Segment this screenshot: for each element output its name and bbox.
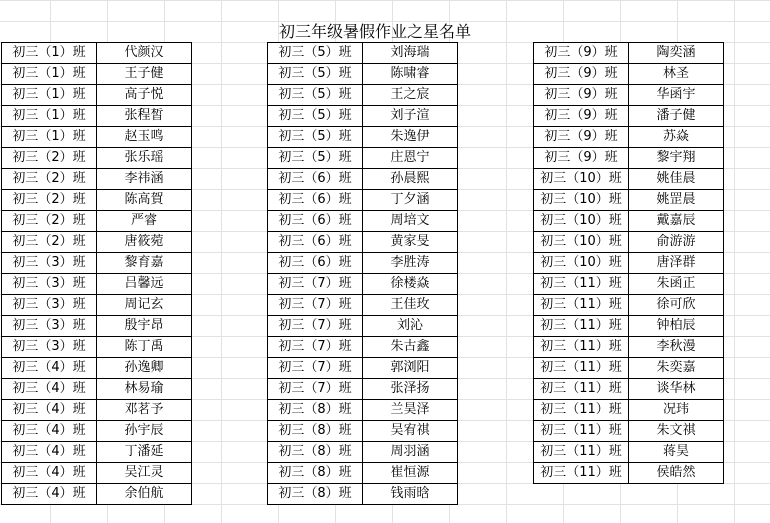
table-row — [2, 337, 192, 358]
student-name-cell[interactable]: 华函宇 — [629, 85, 724, 106]
student-name-cell[interactable]: 况玮 — [629, 400, 724, 421]
student-name-cell[interactable]: 高子悦 — [97, 85, 192, 106]
table-row — [2, 400, 192, 421]
class-cell[interactable]: 初三（8）班 — [268, 442, 363, 463]
student-name-cell[interactable]: 孙逸卿 — [97, 358, 192, 379]
table-row — [2, 253, 192, 274]
student-name-cell[interactable]: 陶奕涵 — [629, 43, 724, 64]
class-cell[interactable]: 初三（4）班 — [2, 484, 97, 505]
class-cell[interactable]: 初三（5）班 — [268, 64, 363, 85]
table-row — [268, 127, 458, 148]
class-cell[interactable]: 初三（7）班 — [268, 274, 363, 295]
table-row — [534, 295, 724, 316]
table-row — [534, 442, 724, 463]
student-table-2 — [267, 42, 458, 505]
table-row — [268, 190, 458, 211]
table-row — [534, 358, 724, 379]
class-cell[interactable]: 初三（8）班 — [268, 421, 363, 442]
table-row — [2, 211, 192, 232]
student-name-cell[interactable]: 朱古鑫 — [363, 337, 458, 358]
class-cell[interactable]: 初三（4）班 — [2, 421, 97, 442]
student-name-cell[interactable]: 朱文祺 — [629, 421, 724, 442]
class-cell[interactable]: 初三（2）班 — [2, 169, 97, 190]
table-row — [534, 64, 724, 85]
student-name-cell[interactable]: 徐楼焱 — [363, 274, 458, 295]
class-cell[interactable]: 初三（9）班 — [534, 148, 629, 169]
class-cell[interactable]: 初三（9）班 — [534, 127, 629, 148]
table-row — [534, 169, 724, 190]
table-row — [534, 106, 724, 127]
table-row — [534, 148, 724, 169]
student-name-cell[interactable]: 代颜汉 — [97, 43, 192, 64]
student-name-cell[interactable]: 戴嘉辰 — [629, 211, 724, 232]
class-cell[interactable]: 初三（7）班 — [268, 316, 363, 337]
student-name-cell[interactable]: 苏焱 — [629, 127, 724, 148]
class-cell[interactable]: 初三（7）班 — [268, 295, 363, 316]
table-row — [268, 169, 458, 190]
class-cell[interactable]: 初三（3）班 — [2, 253, 97, 274]
student-name-cell[interactable]: 唐筱菀 — [97, 232, 192, 253]
table-row — [268, 106, 458, 127]
table-row — [2, 274, 192, 295]
student-name-cell[interactable]: 朱函正 — [629, 274, 724, 295]
sheet-title[interactable]: 初三年级暑假作业之星名单 — [278, 22, 471, 41]
table-row — [2, 43, 192, 64]
table-row — [2, 127, 192, 148]
student-name-cell[interactable]: 王之宸 — [363, 85, 458, 106]
table-row — [534, 337, 724, 358]
class-cell[interactable]: 初三（2）班 — [2, 211, 97, 232]
class-cell[interactable]: 初三（4）班 — [2, 463, 97, 484]
table-row — [2, 295, 192, 316]
student-name-cell[interactable]: 郭浏阳 — [363, 358, 458, 379]
class-cell[interactable]: 初三（10）班 — [534, 190, 629, 211]
table-row — [2, 379, 192, 400]
table-row — [268, 316, 458, 337]
student-name-cell[interactable]: 刘子渲 — [363, 106, 458, 127]
student-name-cell[interactable]: 刘海瑞 — [363, 43, 458, 64]
table-row — [534, 400, 724, 421]
class-cell[interactable]: 初三（7）班 — [268, 337, 363, 358]
table-row — [2, 148, 192, 169]
class-cell[interactable]: 初三（4）班 — [2, 442, 97, 463]
student-name-cell[interactable]: 兰昊泽 — [363, 400, 458, 421]
table-row — [268, 358, 458, 379]
table-row — [534, 211, 724, 232]
student-name-cell[interactable]: 张乐瑶 — [97, 148, 192, 169]
class-cell[interactable]: 初三（7）班 — [268, 379, 363, 400]
student-name-cell[interactable]: 周培文 — [363, 211, 458, 232]
class-cell[interactable]: 初三（3）班 — [2, 274, 97, 295]
student-name-cell[interactable]: 吴宥祺 — [363, 421, 458, 442]
table-row — [2, 421, 192, 442]
class-cell[interactable]: 初三（3）班 — [2, 337, 97, 358]
student-name-cell[interactable]: 谈华林 — [629, 379, 724, 400]
student-name-cell[interactable]: 姚佳晨 — [629, 169, 724, 190]
class-cell[interactable]: 初三（11）班 — [534, 316, 629, 337]
table-row — [534, 43, 724, 64]
student-name-cell[interactable]: 陈高賀 — [97, 190, 192, 211]
student-name-cell[interactable]: 殷宇昂 — [97, 316, 192, 337]
student-name-cell[interactable]: 余伯航 — [97, 484, 192, 505]
table-row — [2, 358, 192, 379]
student-name-cell[interactable]: 李秋漫 — [629, 337, 724, 358]
table-row — [534, 463, 724, 484]
student-name-cell[interactable]: 钟柏辰 — [629, 316, 724, 337]
table-row — [2, 85, 192, 106]
class-cell[interactable]: 初三（5）班 — [268, 148, 363, 169]
table-row — [534, 232, 724, 253]
class-cell[interactable]: 初三（10）班 — [534, 253, 629, 274]
class-cell[interactable]: 初三（4）班 — [2, 379, 97, 400]
table-row — [2, 442, 192, 463]
class-cell[interactable]: 初三（9）班 — [534, 64, 629, 85]
table-row — [268, 442, 458, 463]
student-name-cell[interactable]: 唐泽群 — [629, 253, 724, 274]
student-name-cell[interactable]: 黄家旻 — [363, 232, 458, 253]
class-cell[interactable]: 初三（10）班 — [534, 169, 629, 190]
table-row — [2, 316, 192, 337]
student-name-cell[interactable]: 姚罡晨 — [629, 190, 724, 211]
table-row — [268, 421, 458, 442]
class-cell[interactable]: 初三（1）班 — [2, 85, 97, 106]
table-row — [268, 64, 458, 85]
class-cell[interactable]: 初三（3）班 — [2, 316, 97, 337]
student-name-cell[interactable]: 王子健 — [97, 64, 192, 85]
class-cell[interactable]: 初三（6）班 — [268, 253, 363, 274]
student-name-cell[interactable]: 朱逸伊 — [363, 127, 458, 148]
table-row — [2, 463, 192, 484]
student-name-cell[interactable]: 吴江灵 — [97, 463, 192, 484]
student-name-cell[interactable]: 吕馨远 — [97, 274, 192, 295]
student-name-cell[interactable]: 严睿 — [97, 211, 192, 232]
class-cell[interactable]: 初三（6）班 — [268, 232, 363, 253]
student-name-cell[interactable]: 孙宇辰 — [97, 421, 192, 442]
table-row — [2, 64, 192, 85]
student-table-3 — [533, 42, 724, 484]
table-row — [2, 169, 192, 190]
student-name-cell[interactable]: 张泽扬 — [363, 379, 458, 400]
class-cell[interactable]: 初三（6）班 — [268, 190, 363, 211]
table-row — [268, 295, 458, 316]
student-name-cell[interactable]: 周羽涵 — [363, 442, 458, 463]
class-cell[interactable]: 初三（3）班 — [2, 295, 97, 316]
table-row — [268, 253, 458, 274]
class-cell[interactable]: 初三（11）班 — [534, 337, 629, 358]
student-name-cell[interactable]: 林易瑜 — [97, 379, 192, 400]
student-name-cell[interactable]: 林圣 — [629, 64, 724, 85]
student-name-cell[interactable]: 丁夕涵 — [363, 190, 458, 211]
table-row — [534, 190, 724, 211]
student-name-cell[interactable]: 李胜涛 — [363, 253, 458, 274]
class-cell[interactable]: 初三（1）班 — [2, 43, 97, 64]
table-row — [268, 484, 458, 505]
student-name-cell[interactable]: 孙晨熙 — [363, 169, 458, 190]
table-row — [268, 85, 458, 106]
student-name-cell[interactable]: 黎育嘉 — [97, 253, 192, 274]
table-row — [268, 274, 458, 295]
class-cell[interactable]: 初三（11）班 — [534, 358, 629, 379]
student-name-cell[interactable]: 刘沁 — [363, 316, 458, 337]
table-row — [268, 43, 458, 64]
class-cell[interactable]: 初三（1）班 — [2, 127, 97, 148]
class-cell[interactable]: 初三（10）班 — [534, 232, 629, 253]
table-row — [268, 379, 458, 400]
student-name-cell[interactable]: 侯皓然 — [629, 463, 724, 484]
class-cell[interactable]: 初三（6）班 — [268, 211, 363, 232]
student-name-cell[interactable]: 邓茗予 — [97, 400, 192, 421]
student-name-cell[interactable]: 潘子健 — [629, 106, 724, 127]
class-cell[interactable]: 初三（6）班 — [268, 169, 363, 190]
table-row — [268, 337, 458, 358]
student-name-cell[interactable]: 俞游游 — [629, 232, 724, 253]
class-cell[interactable]: 初三（5）班 — [268, 85, 363, 106]
class-cell[interactable]: 初三（11）班 — [534, 379, 629, 400]
table-row — [268, 463, 458, 484]
table-row — [534, 316, 724, 337]
class-cell[interactable]: 初三（11）班 — [534, 463, 629, 484]
student-name-cell[interactable]: 崔恒源 — [363, 463, 458, 484]
class-cell[interactable]: 初三（11）班 — [534, 274, 629, 295]
class-cell[interactable]: 初三（4）班 — [2, 358, 97, 379]
student-name-cell[interactable]: 徐可欣 — [629, 295, 724, 316]
table-row — [268, 232, 458, 253]
class-cell[interactable]: 初三（11）班 — [534, 442, 629, 463]
table-row — [534, 421, 724, 442]
table-row — [268, 148, 458, 169]
student-table-1 — [1, 42, 192, 505]
class-cell[interactable]: 初三（8）班 — [268, 463, 363, 484]
student-name-cell[interactable]: 李祎涵 — [97, 169, 192, 190]
table-row — [268, 211, 458, 232]
table-row — [534, 379, 724, 400]
student-name-cell[interactable]: 庄恩宁 — [363, 148, 458, 169]
table-row — [2, 484, 192, 505]
class-cell[interactable]: 初三（2）班 — [2, 148, 97, 169]
class-cell[interactable]: 初三（5）班 — [268, 127, 363, 148]
class-cell[interactable]: 初三（8）班 — [268, 400, 363, 421]
class-cell[interactable]: 初三（5）班 — [268, 106, 363, 127]
class-cell[interactable]: 初三（11）班 — [534, 400, 629, 421]
table-row — [268, 400, 458, 421]
class-cell[interactable]: 初三（9）班 — [534, 106, 629, 127]
class-cell[interactable]: 初三（11）班 — [534, 421, 629, 442]
table-row — [2, 232, 192, 253]
student-name-cell[interactable]: 蒋昊 — [629, 442, 724, 463]
class-cell[interactable]: 初三（2）班 — [2, 232, 97, 253]
table-row — [534, 253, 724, 274]
student-name-cell[interactable]: 陈啸睿 — [363, 64, 458, 85]
table-row — [534, 85, 724, 106]
class-cell[interactable]: 初三（1）班 — [2, 106, 97, 127]
student-name-cell[interactable]: 黎宇翔 — [629, 148, 724, 169]
class-cell[interactable]: 初三（9）班 — [534, 43, 629, 64]
student-name-cell[interactable]: 张程皙 — [97, 106, 192, 127]
student-name-cell[interactable]: 丁潘延 — [97, 442, 192, 463]
table-row — [2, 190, 192, 211]
class-cell[interactable]: 初三（10）班 — [534, 211, 629, 232]
class-cell[interactable]: 初三（9）班 — [534, 85, 629, 106]
class-cell[interactable]: 初三（8）班 — [268, 484, 363, 505]
class-cell[interactable]: 初三（11）班 — [534, 295, 629, 316]
class-cell[interactable]: 初三（5）班 — [268, 43, 363, 64]
class-cell[interactable]: 初三（1）班 — [2, 64, 97, 85]
class-cell[interactable]: 初三（7）班 — [268, 358, 363, 379]
student-name-cell[interactable]: 钱雨晗 — [363, 484, 458, 505]
table-row — [2, 106, 192, 127]
student-name-cell[interactable]: 赵玉鸣 — [97, 127, 192, 148]
student-name-cell[interactable]: 周记玄 — [97, 295, 192, 316]
table-row — [534, 127, 724, 148]
class-cell[interactable]: 初三（4）班 — [2, 400, 97, 421]
student-name-cell[interactable]: 朱奕嘉 — [629, 358, 724, 379]
student-name-cell[interactable]: 王佳玫 — [363, 295, 458, 316]
student-name-cell[interactable]: 陈丁禹 — [97, 337, 192, 358]
class-cell[interactable]: 初三（2）班 — [2, 190, 97, 211]
table-row — [534, 274, 724, 295]
